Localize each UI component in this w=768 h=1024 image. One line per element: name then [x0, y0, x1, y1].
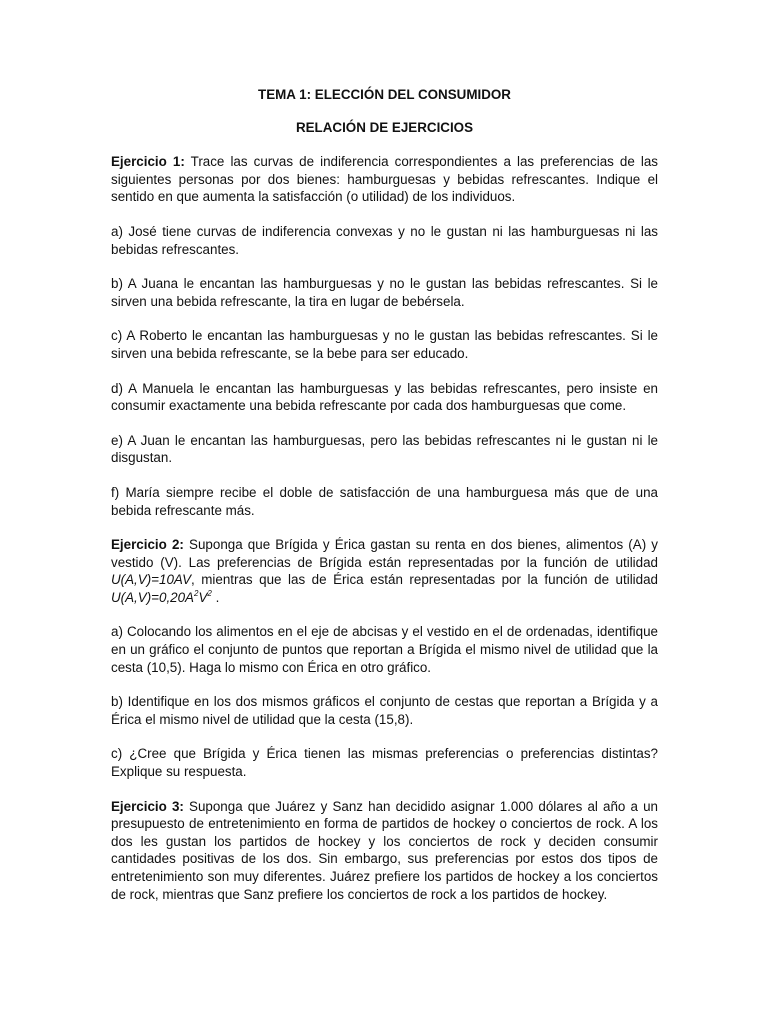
- exercise-2-item-a: a) Colocando los alimentos en el eje de abcisas y el vestido en el de ordenadas, identifique en un gráfico el conjunto de puntos que reportan a Brígida el mismo nivel de utilidad que la cesta (10,5). Haga lo mismo con Érica en otro gráfico.: [111, 624, 658, 675]
- exercise-2-text-end: .: [211, 589, 220, 605]
- exercise-1-item-a: a) José tiene curvas de indiferencia convexas y no le gustan ni las hamburguesas ni las bebidas refrescantes.: [111, 223, 658, 257]
- exercise-3-intro: [111, 798, 658, 904]
- exercise-2-label: Ejercicio 2:: [111, 537, 184, 553]
- exercise-3-label: Ejercicio 3:: [111, 798, 184, 814]
- exercise-1-item-e: e) A Juan le encantan las hamburguesas, pero las bebidas refrescantes ni le gustan ni le disgustan.: [111, 432, 658, 466]
- utility-function-erica: [111, 590, 212, 605]
- exercise-2-text-1: Suponga que Brígida y Érica gastan su renta en dos bienes, alimentos (A) y vestido (V). Las preferencias de Brígida están representadas por la función de utilidad: [111, 537, 659, 570]
- exercise-1-item-c: c) A Roberto le encantan las hamburguesas y no le gustan las bebidas refrescantes. Si le sirven una bebida refrescante, se la bebe para ser educado.: [111, 328, 658, 361]
- document-page: [111, 86, 658, 920]
- exercise-1-item-f: f) María siempre recibe el doble de satisfacción de una hamburguesa más que de una bebida refrescante más.: [111, 484, 658, 518]
- utility-function-erica-base: U(A,V)=0,20A: [111, 589, 194, 605]
- exercise-2-item-b: b) Identifique en los dos mismos gráficos el conjunto de cestas que reportan a Brígida y a Érica el mismo nivel de utilidad que la cesta (15,8).: [111, 694, 658, 727]
- exercise-2-intro: [111, 536, 658, 606]
- document-subtitle: RELACIÓN DE EJERCICIOS: [295, 119, 474, 135]
- exponent-a: 2: [194, 588, 199, 598]
- exercise-1-intro: [111, 153, 658, 206]
- utility-function-brigida: U(A,V)=10AV: [111, 572, 192, 588]
- exercise-1-item-b: b) A Juana le encantan las hamburguesas y no le gustan las bebidas refrescantes. Si le sirven una bebida refrescante, la tira en lugar de bebérsela.: [111, 276, 658, 309]
- document-title: TEMA 1: ELECCIÓN DEL CONSUMIDOR: [258, 87, 511, 102]
- exercise-1-label: Ejercicio 1:: [111, 154, 185, 170]
- exercise-1-item-d: d) A Manuela le encantan las hamburguesas y las bebidas refrescantes, pero insiste en consumir exactamente una bebida refrescante por cada dos hamburguesas que come.: [111, 380, 658, 414]
- exercise-1-text: Trace las curvas de indiferencia correspondientes a las preferencias de las siguientes personas por dos bienes: hamburguesas y bebidas refrescantes. Indique el sentido en que aumenta la satisfacción (o utilidad) de los individuos.: [111, 154, 659, 205]
- exponent-v: 2: [207, 588, 212, 598]
- exercise-3-text: Suponga que Juárez y Sanz han decidido asignar 1.000 dólares al año a un presupuesto de entretenimiento en forma de partidos de hockey o conciertos de rock. A los dos les gustan los partidos de hockey y los conciertos de rock y deciden consumir cantidades positivas de los dos. Sin embargo, sus preferencias por estos dos tipos de entretenimiento son muy diferentes. Juárez prefiere los partidos de hockey a los conciertos de rock, mientras que Sanz prefiere los conciertos de rock a los partidos de hockey.: [111, 798, 659, 902]
- exercise-2-text-2: , mientras que las de Érica están representadas por la función de utilidad: [191, 572, 658, 588]
- exercise-2-item-c: c) ¿Cree que Brígida y Érica tienen las mismas preferencias o preferencias distintas? Explique su respuesta.: [111, 746, 658, 780]
- utility-function-erica-var: V: [198, 589, 208, 605]
